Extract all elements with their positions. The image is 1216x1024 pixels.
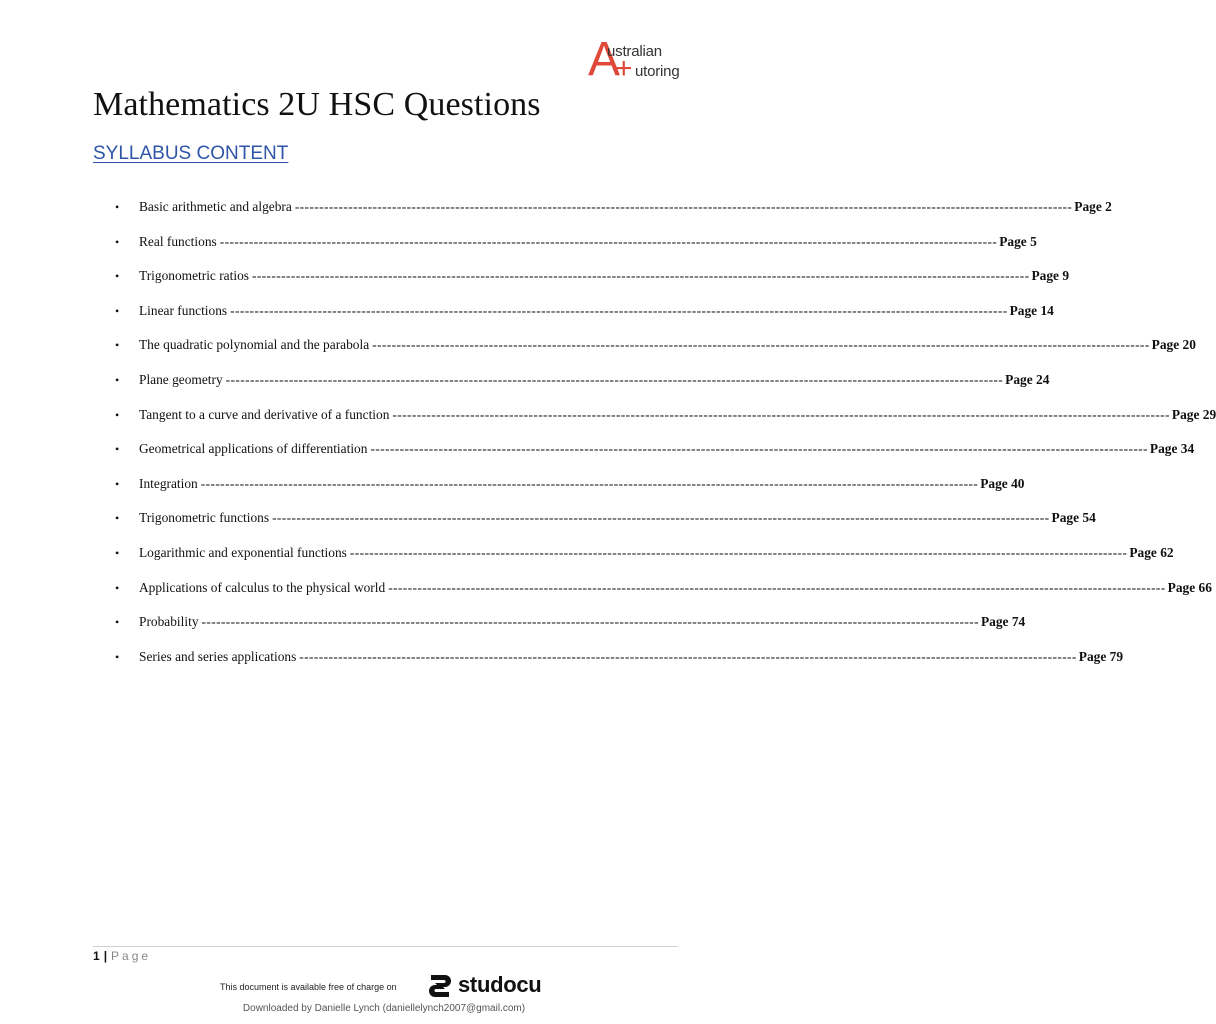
toc-item-title: Basic arithmetic and algebra: [139, 199, 292, 214]
toc-leader-dashes: ----------------------------------------------------------------------------------------------------------------------------------------------------------------: [370, 441, 1148, 457]
toc-item: [115, 438, 1195, 473]
toc-leader-dashes: ----------------------------------------------------------------------------------------------------------------------------------------------------------------: [225, 371, 1004, 387]
toc-item: [115, 577, 1212, 612]
logo-text-tutoring: utoring: [635, 63, 680, 80]
toc-item: [115, 196, 1112, 231]
bullet-icon: •: [115, 511, 120, 526]
toc-item-title: Plane geometry: [139, 371, 223, 387]
toc-item-page: Page 74: [980, 614, 1026, 630]
bullet-icon: •: [115, 200, 120, 214]
toc-item-page: Page 2: [1074, 199, 1112, 214]
toc-item: [115, 611, 1026, 646]
toc-item-page: Page 54: [1051, 510, 1096, 526]
toc-entry: [139, 404, 1216, 426]
toc-item: [115, 300, 1054, 335]
toc-entry: [139, 646, 1124, 668]
toc-item-page: Page 24: [1005, 371, 1050, 387]
toc-entry: [139, 196, 1112, 218]
toc-item-title: Logarithmic and exponential functions: [139, 544, 347, 560]
toc-item-title: Probability: [139, 614, 199, 630]
bullet-icon: •: [115, 269, 120, 284]
bullet-icon: •: [115, 442, 120, 457]
bullet-icon: •: [115, 580, 120, 595]
toc-item-page: Page 14: [1009, 302, 1054, 318]
toc-leader-dashes: ----------------------------------------------------------------------------------------------------------------------------------------------------------------: [294, 199, 1073, 214]
toc-leader-dashes: ----------------------------------------------------------------------------------------------------------------------------------------------------------------: [388, 579, 1166, 595]
bullet-icon: •: [115, 372, 120, 387]
studocu-brand-name[interactable]: studocu: [458, 972, 542, 997]
toc-item-page: Page 29: [1171, 406, 1216, 422]
page-separator: |: [103, 949, 108, 963]
toc-entry: [139, 334, 1196, 356]
logo-letter-a: A: [588, 33, 621, 86]
toc-item-title: Applications of calculus to the physical world: [139, 579, 386, 595]
logo-text-australian: ustralian: [607, 43, 662, 60]
toc-entry: [139, 231, 1037, 253]
toc-item-page: Page 9: [1031, 268, 1070, 284]
toc-leader-dashes: ----------------------------------------------------------------------------------------------------------------------------------------------------------------: [201, 614, 979, 630]
toc-item: [115, 646, 1124, 681]
toc-item-page: Page 20: [1151, 337, 1196, 353]
toc-item-title: Tangent to a curve and derivative of a function: [139, 406, 390, 422]
toc-entry: [139, 300, 1054, 322]
toc-item-page: Page 40: [980, 475, 1025, 491]
toc-item-title: The quadratic polynomial and the parabola: [139, 337, 370, 353]
toc-item-page: Page 79: [1078, 648, 1124, 664]
toc-leader-dashes: ----------------------------------------------------------------------------------------------------------------------------------------------------------------: [392, 406, 1170, 422]
toc-item: [115, 369, 1050, 404]
toc-item: [115, 404, 1216, 439]
toc-item-title: Series and series applications: [139, 648, 297, 664]
toc-leader-dashes: ----------------------------------------------------------------------------------------------------------------------------------------------------------------: [372, 337, 1150, 353]
bullet-icon: •: [115, 649, 120, 664]
footer-page-number: [93, 949, 151, 963]
section-heading: SYLLABUS CONTENT: [93, 143, 289, 164]
toc-item-page: Page 62: [1129, 544, 1174, 560]
toc-item: [115, 334, 1196, 369]
toc-entry: [139, 265, 1070, 287]
table-of-contents: [115, 196, 1216, 680]
bullet-icon: •: [115, 615, 120, 630]
toc-leader-dashes: ----------------------------------------------------------------------------------------------------------------------------------------------------------------: [200, 475, 979, 491]
toc-item-title: Trigonometric functions: [139, 510, 270, 526]
studocu-logo-icon: [425, 971, 455, 1001]
toc-item: [115, 507, 1096, 542]
toc-leader-dashes: ----------------------------------------------------------------------------------------------------------------------------------------------------------------: [251, 268, 1030, 284]
toc-item-page: Page 34: [1149, 441, 1195, 457]
bullet-icon: •: [115, 303, 120, 318]
toc-entry: [139, 507, 1096, 529]
toc-leader-dashes: ----------------------------------------------------------------------------------------------------------------------------------------------------------------: [299, 648, 1077, 664]
downloaded-by-text: Downloaded by Danielle Lynch (daniellelynch2007@gmail.com): [242, 1003, 526, 1014]
bullet-icon: •: [115, 338, 120, 353]
page-word: Page: [111, 949, 152, 963]
toc-item: [115, 231, 1037, 266]
toc-item-page: Page 5: [999, 233, 1037, 249]
toc-leader-dashes: ----------------------------------------------------------------------------------------------------------------------------------------------------------------: [219, 233, 998, 249]
bullet-icon: •: [115, 476, 120, 491]
toc-leader-dashes: ----------------------------------------------------------------------------------------------------------------------------------------------------------------: [272, 510, 1050, 526]
toc-item-title: Real functions: [139, 233, 217, 249]
toc-item: [115, 473, 1025, 508]
logo-plus: +: [615, 52, 633, 85]
page-number: 1: [93, 949, 100, 963]
toc-entry: [139, 473, 1025, 495]
toc-entry: [139, 542, 1174, 564]
toc-entry: [139, 438, 1195, 460]
toc-item: [115, 265, 1070, 300]
toc-item-title: Integration: [139, 475, 198, 491]
australian-tutoring-logo: [588, 33, 684, 90]
toc-item: [115, 542, 1174, 577]
footer-divider: [93, 946, 678, 947]
studocu-free-text: This document is available free of charge on: [220, 982, 397, 992]
bullet-icon: •: [115, 545, 120, 560]
toc-item-page: Page 66: [1167, 579, 1212, 595]
toc-item-title: Geometrical applications of differentiation: [139, 441, 368, 457]
toc-item-title: Trigonometric ratios: [139, 268, 249, 284]
toc-entry: [139, 611, 1026, 633]
bullet-icon: •: [115, 234, 120, 249]
bullet-icon: •: [115, 407, 120, 422]
toc-item-title: Linear functions: [139, 302, 228, 318]
document-title: Mathematics 2U HSC Questions: [93, 86, 541, 123]
toc-leader-dashes: ----------------------------------------------------------------------------------------------------------------------------------------------------------------: [349, 544, 1128, 560]
toc-entry: [139, 577, 1212, 599]
toc-leader-dashes: ----------------------------------------------------------------------------------------------------------------------------------------------------------------: [230, 302, 1008, 318]
toc-entry: [139, 369, 1050, 391]
